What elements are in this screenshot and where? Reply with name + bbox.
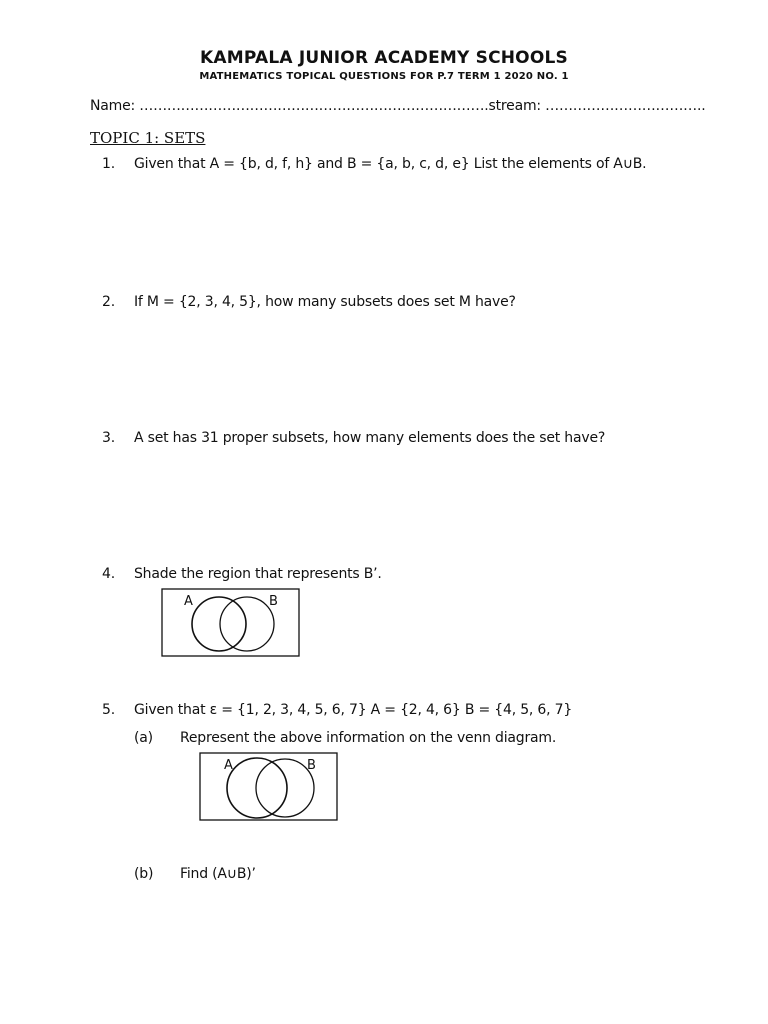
question-5b-label: (b) [134,866,154,882]
set-b-circle [256,759,314,817]
set-b-label: B [269,594,278,609]
set-a-circle [192,597,246,651]
question-1-number: 1. [102,156,115,172]
name-stream-line: Name: ………………………………………………………………….stream: …………………………….. [90,98,706,114]
venn-diagram-q5a [199,752,339,822]
question-2-text: If M = {2, 3, 4, 5}, how many subsets does set M have? [134,294,516,310]
question-3-number: 3. [102,430,115,446]
set-a-circle [227,758,287,818]
question-5-number: 5. [102,702,115,718]
universal-set-box [200,753,337,820]
question-4-number: 4. [102,566,115,582]
topic-heading: TOPIC 1: SETS [90,129,206,147]
question-5a-text: Represent the above information on the venn diagram. [180,730,557,746]
set-b-label: B [307,758,316,773]
question-5-text: Given that ε = {1, 2, 3, 4, 5, 6, 7} A = {2, 4, 6} B = {4, 5, 6, 7} [134,702,573,718]
school-name: KAMPALA JUNIOR ACADEMY SCHOOLS [200,48,568,68]
venn-diagram-q4 [161,588,301,658]
question-4-text: Shade the region that represents B’. [134,566,382,582]
set-b-circle [220,597,274,651]
question-5a-label: (a) [134,730,153,746]
set-a-label: A [224,758,233,773]
question-1-text: Given that A = {b, d, f, h} and B = {a, b, c, d, e} List the elements of A∪B. [134,156,647,172]
paper-subtitle: MATHEMATICS TOPICAL QUESTIONS FOR P.7 TERM 1 2020 NO. 1 [199,71,569,82]
question-5b-text: Find (A∪B)’ [180,866,256,882]
question-2-number: 2. [102,294,115,310]
question-3-text: A set has 31 proper subsets, how many elements does the set have? [134,430,606,446]
set-a-label: A [184,594,193,609]
